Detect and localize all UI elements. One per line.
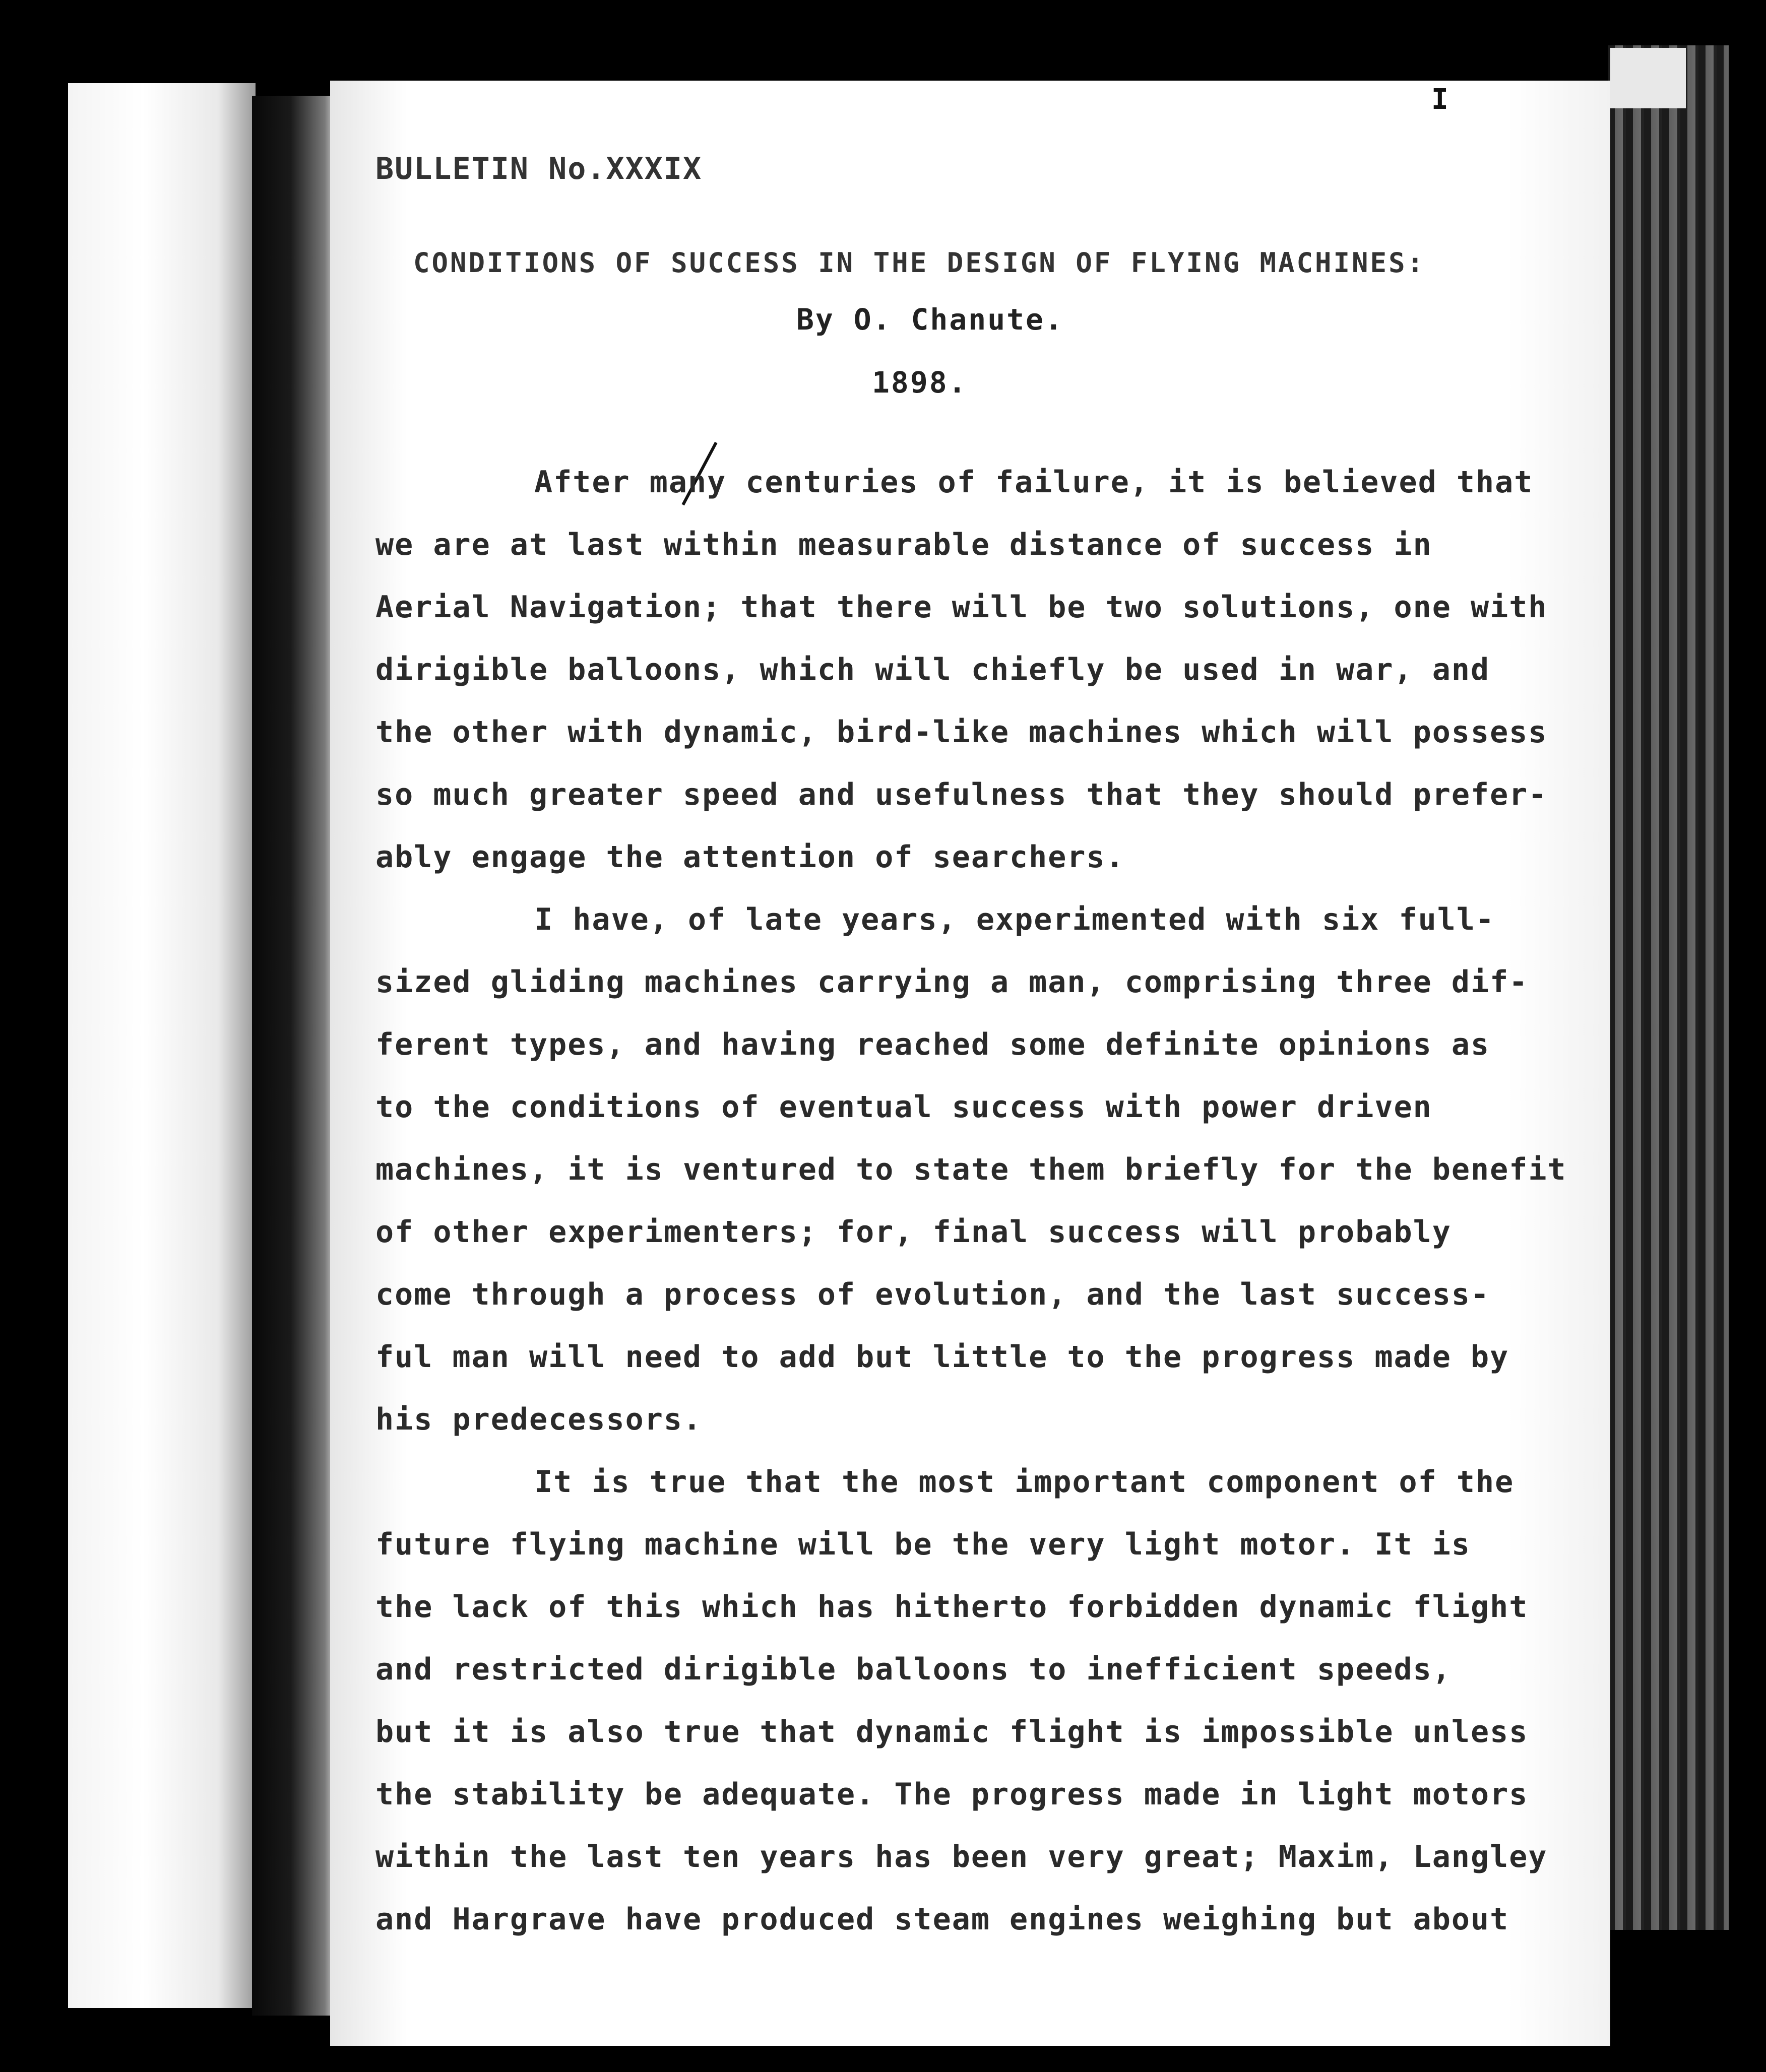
body-text [375, 451, 1567, 1951]
facing-page-edge [68, 83, 256, 2008]
text-line: and restricted dirigible balloons to inefficient speeds, [375, 1652, 1452, 1687]
text-line: within the last ten years has been very great; Maxim, Langley [375, 1839, 1548, 1874]
text-line: his predecessors. [375, 1402, 703, 1437]
page-number: I [1431, 83, 1448, 116]
book-gutter [252, 96, 338, 2016]
text-line: the stability be adequate. The progress made in light motors [375, 1777, 1529, 1812]
text-line: It is true that the most important component of the [534, 1464, 1515, 1500]
page-stack-top [1610, 48, 1686, 108]
author-line: By O. Chanute. [796, 302, 1064, 337]
text-line: but it is also true that dynamic flight is impossible unless [375, 1714, 1529, 1750]
text-line: come through a process of evolution, and the last success- [375, 1277, 1490, 1312]
text-line: and Hargrave have produced steam engines weighing but about [375, 1902, 1509, 1937]
text-line: ably engage the attention of searchers. [375, 839, 1125, 875]
page-stack-edges [1608, 45, 1729, 1930]
text-line: the lack of this which has hitherto forbidden dynamic flight [375, 1589, 1529, 1625]
bulletin-heading: BULLETIN No.XXXIX [375, 151, 703, 186]
text-line: to the conditions of eventual success with power driven [375, 1089, 1432, 1125]
text-line: After many centuries of failure, it is believed that [534, 465, 1534, 500]
text-line: sized gliding machines carrying a man, comprising three dif- [375, 964, 1529, 1000]
year-line: 1898. [872, 365, 968, 400]
text-line: Aerial Navigation; that there will be two solutions, one with [375, 590, 1548, 625]
document-title: CONDITIONS OF SUCCESS IN THE DESIGN OF FLYING MACHINES: [413, 247, 1426, 279]
text-line: machines, it is ventured to state them briefly for the benefit [375, 1152, 1567, 1187]
text-line: dirigible balloons, which will chiefly be used in war, and [375, 652, 1490, 687]
text-line: so much greater speed and usefulness that they should prefer- [375, 777, 1548, 812]
text-line: of other experimenters; for, final success will probably [375, 1214, 1452, 1250]
text-line: ful man will need to add but little to the progress made by [375, 1339, 1509, 1375]
text-line: we are at last within measurable distance of success in [375, 527, 1432, 562]
text-line: ferent types, and having reached some definite opinions as [375, 1027, 1490, 1062]
text-line: future flying machine will be the very light motor. It is [375, 1527, 1471, 1562]
text-line: I have, of late years, experimented with six full- [534, 902, 1495, 937]
text-line: the other with dynamic, bird-like machines which will possess [375, 715, 1548, 750]
